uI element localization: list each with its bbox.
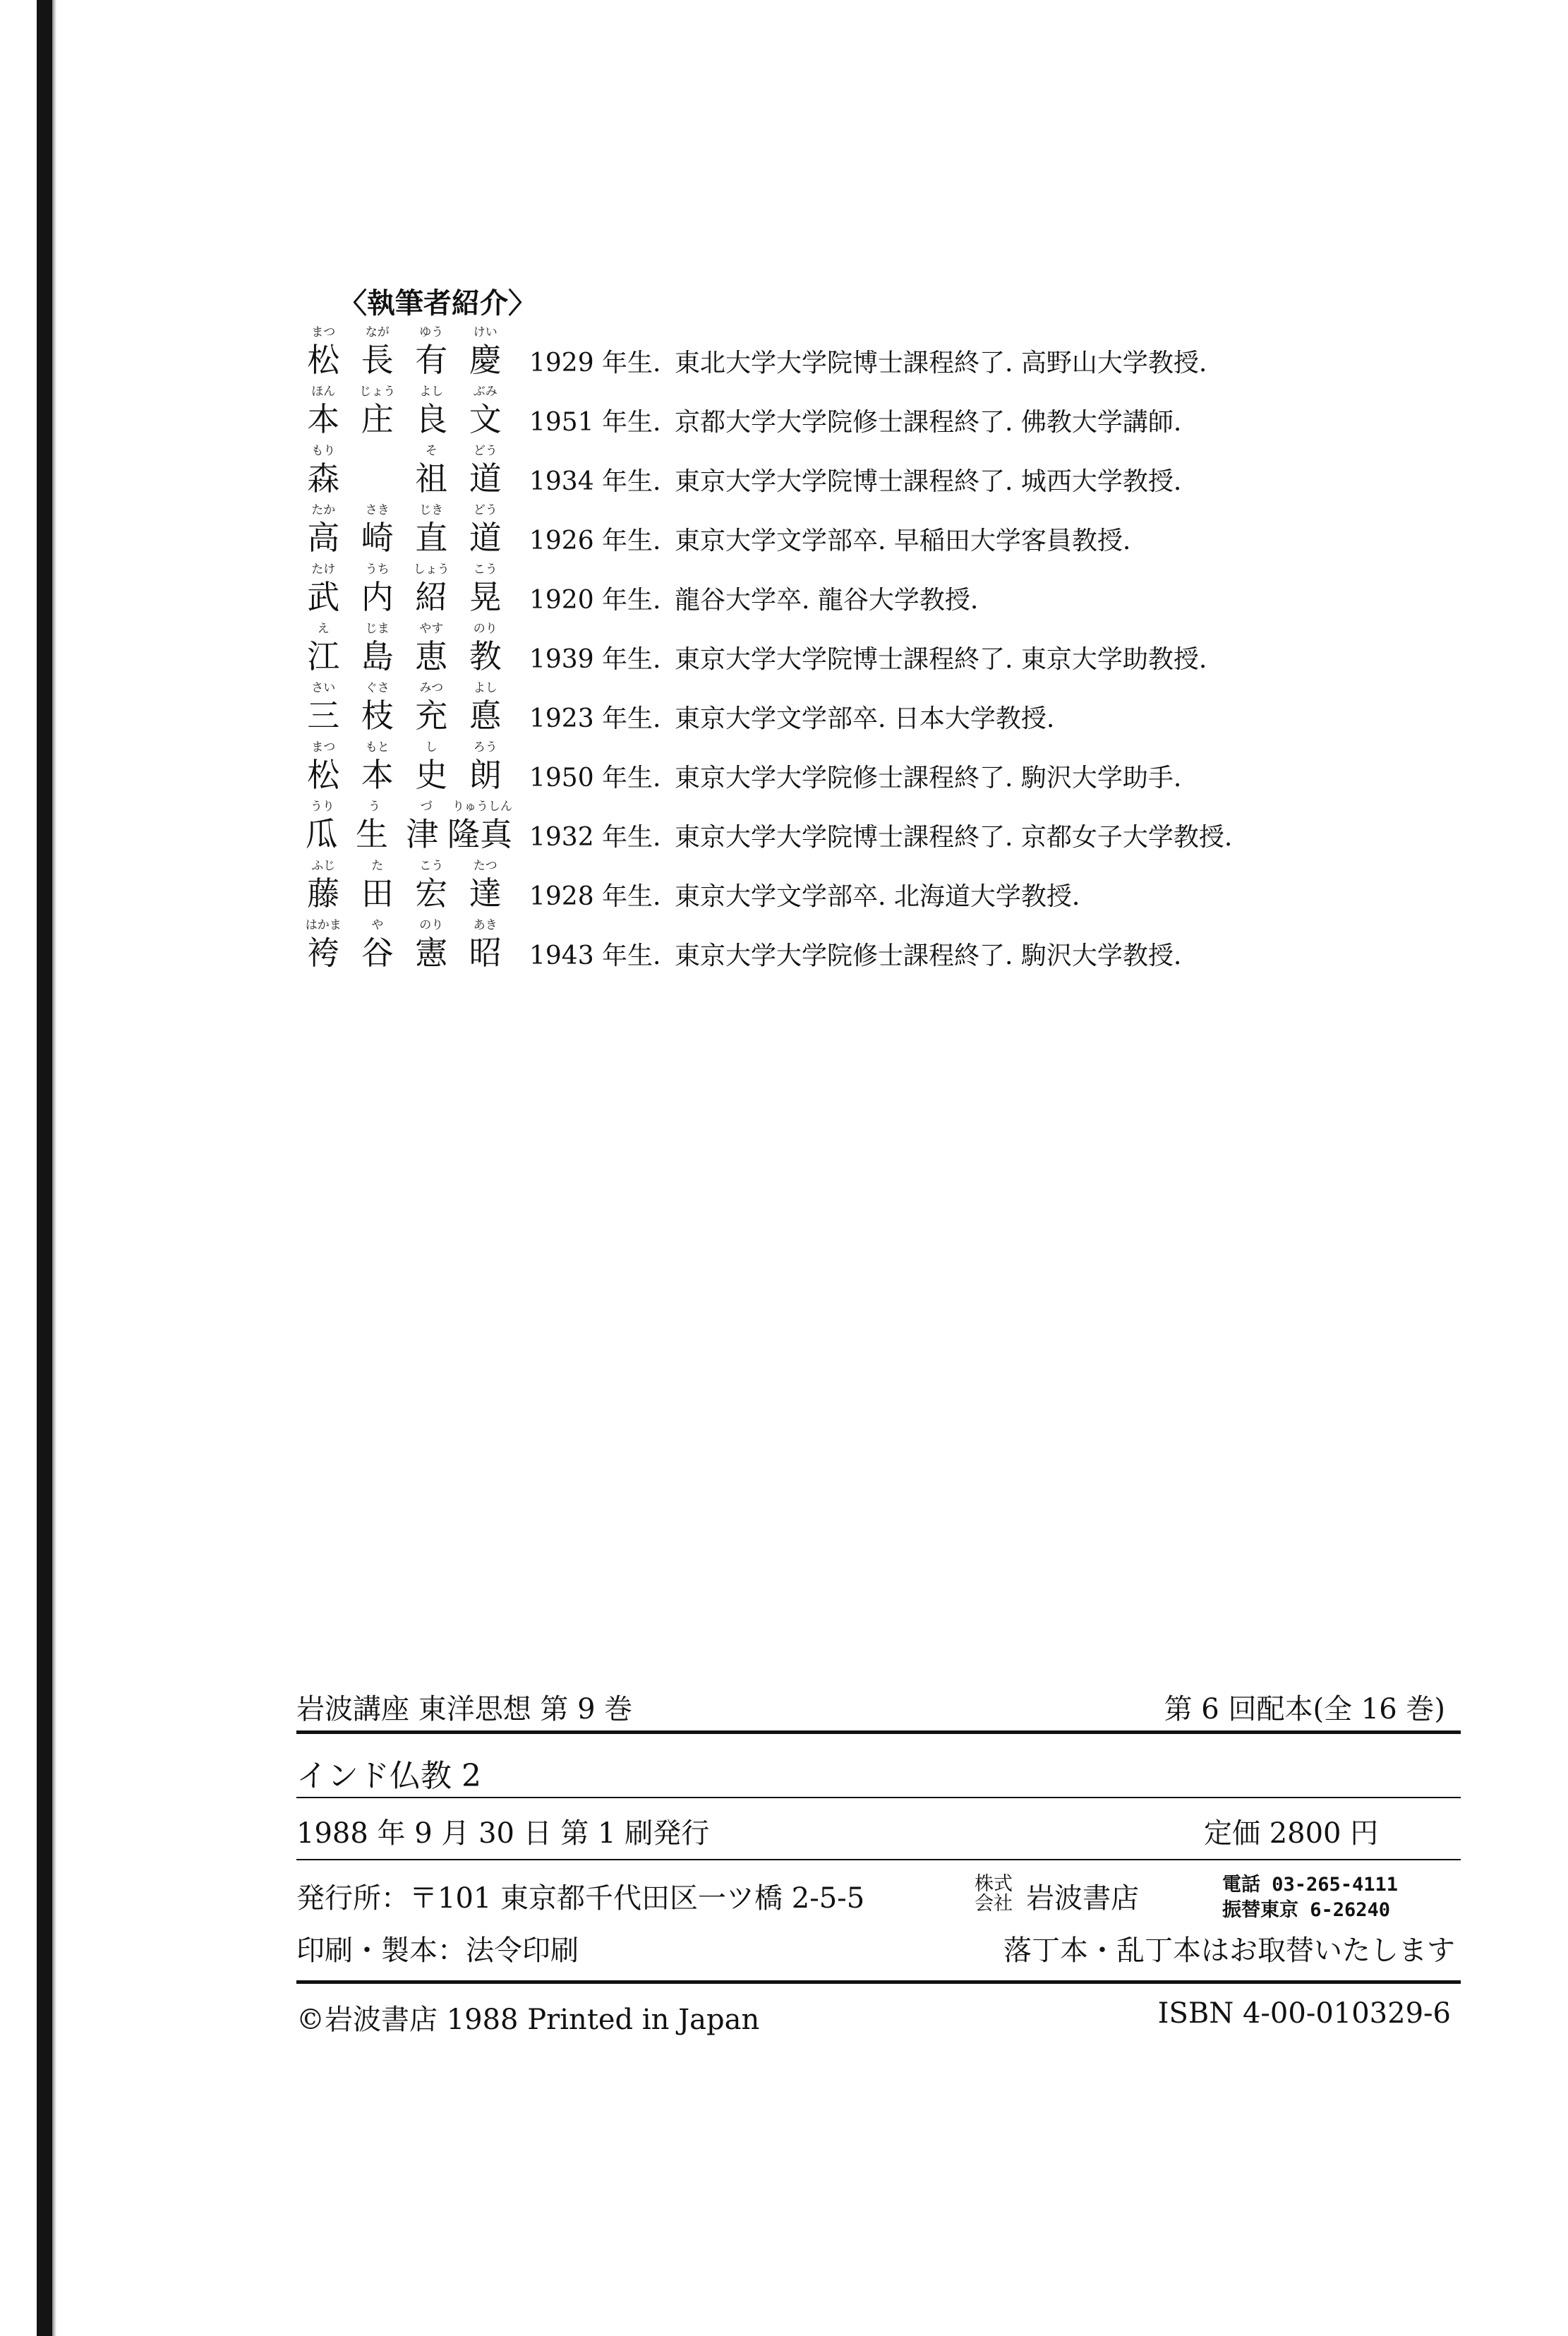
furigana: なが [365, 325, 390, 339]
author-career: 東京大学大学院修士課程終了. 駒沢大学教授. [675, 941, 1182, 970]
author-name-reading [296, 381, 512, 399]
copyright-notice: ©岩波書店 1988 Printed in Japan [296, 2004, 760, 2036]
author-name-kanji [296, 755, 512, 795]
transfer-account: 振替東京 6-26240 [1222, 1899, 1391, 1921]
furigana: よし [473, 681, 497, 695]
name-character: 瓜 [305, 815, 338, 853]
furigana: うり [310, 800, 334, 814]
name-character: 有 [415, 341, 448, 379]
author-introduction-heading: 〈執筆者紹介〉 [339, 287, 536, 320]
author-name-kanji [296, 518, 512, 558]
furigana: まつ [311, 325, 336, 339]
furigana: じま [365, 622, 390, 636]
author-row [296, 440, 1341, 500]
author-name [296, 322, 512, 381]
furigana [351, 440, 405, 459]
furigana: じき [419, 503, 444, 517]
author-career: 東京大学文学部卒. 北海道大学教授. [675, 882, 1080, 911]
kabushiki-kaisha-mark [972, 1874, 1015, 1914]
furigana: けい [473, 325, 497, 339]
author-name-reading [296, 855, 512, 874]
furigana: ぐさ [365, 681, 390, 695]
author-career: 東京大学大学院博士課程終了. 京都女子大学教授. [675, 823, 1233, 852]
author-row [296, 678, 1341, 737]
name-character: 晃 [469, 578, 502, 616]
name-character: 教 [469, 637, 502, 675]
name-character: 朗 [469, 756, 502, 794]
furigana: のり [473, 622, 497, 636]
name-character: 三 [307, 697, 340, 735]
author-row [296, 381, 1341, 440]
name-character: 島 [361, 637, 394, 675]
author-name-kanji [296, 577, 512, 617]
furigana: どう [473, 503, 497, 517]
price: 定価 2800 円 [1204, 1817, 1379, 1850]
name-character: 藤 [307, 874, 340, 913]
furigana: さき [365, 503, 390, 517]
author-name [296, 440, 512, 500]
author-name [296, 678, 512, 737]
author-row [296, 915, 1341, 974]
name-character: 本 [307, 400, 340, 438]
colophon [296, 1687, 1461, 2082]
colophon-rule-bottom [296, 1980, 1461, 1984]
furigana: ふじ [311, 859, 336, 873]
birth-year: 1932 年生. [529, 823, 661, 852]
name-character: 達 [469, 874, 502, 913]
author-name-kanji [296, 933, 512, 973]
furigana: こう [419, 859, 444, 873]
furigana: う [368, 800, 380, 814]
name-character: 史 [415, 756, 448, 794]
publisher-name: 岩波書店 [1026, 1882, 1139, 1915]
furigana: もり [311, 444, 336, 458]
author-row [296, 855, 1341, 915]
name-character [351, 459, 405, 498]
author-career: 東京大学大学院博士課程終了. 東京大学助教授. [675, 645, 1207, 674]
name-character: 生 [355, 815, 388, 853]
author-name [296, 855, 512, 915]
furigana: まつ [311, 740, 336, 754]
author-career: 東京大学文学部卒. 日本大学教授. [675, 704, 1055, 733]
name-character: 慶 [469, 341, 502, 379]
birth-year: 1939 年生. [529, 645, 661, 674]
author-name [296, 559, 512, 618]
furigana: こう [473, 562, 497, 577]
name-character: 隆真 [447, 815, 512, 853]
book-title: インド仏教 2 [296, 1758, 481, 1794]
distribution-info: 第 6 回配本(全 16 巻) [1164, 1693, 1445, 1726]
author-row [296, 322, 1341, 381]
furigana: やす [419, 622, 444, 636]
birth-year: 1934 年生. [529, 467, 661, 496]
author-career: 東北大学大学院博士課程終了. 高野山大学教授. [675, 349, 1207, 378]
author-name [296, 381, 512, 440]
name-character: 高 [307, 519, 340, 557]
birth-year: 1920 年生. [529, 586, 661, 615]
author-name-kanji [296, 637, 512, 676]
name-character: 枝 [361, 697, 394, 735]
author-name-reading [296, 440, 512, 459]
furigana: じょう [359, 385, 396, 399]
furigana: どう [473, 444, 497, 458]
name-character: 庄 [361, 400, 394, 438]
furigana: ゆう [419, 325, 444, 339]
furigana: た [371, 859, 384, 873]
birth-year: 1929 年生. [529, 349, 661, 378]
author-career: 東京大学文学部卒. 早稲田大学客員教授. [675, 526, 1131, 555]
author-name [296, 737, 512, 796]
furigana: はかま [305, 918, 342, 932]
author-name-reading [296, 737, 512, 755]
author-name-reading [296, 796, 512, 814]
furigana: ろう [473, 740, 497, 754]
name-character: 本 [361, 756, 394, 794]
furigana: づ [420, 800, 433, 814]
author-name-kanji [296, 814, 512, 854]
author-name [296, 796, 512, 855]
name-character: 充 [415, 697, 448, 735]
name-character: 内 [361, 578, 394, 616]
author-name-kanji [296, 459, 512, 498]
author-row [296, 737, 1341, 796]
author-name-kanji [296, 340, 512, 380]
author-career: 東京大学大学院博士課程終了. 城西大学教授. [675, 467, 1182, 496]
birth-year: 1950 年生. [529, 764, 661, 793]
name-character: 谷 [361, 934, 394, 972]
author-row [296, 796, 1341, 855]
author-name [296, 500, 512, 559]
furigana: え [317, 622, 330, 636]
furigana: し [425, 740, 438, 754]
author-name-reading [296, 618, 512, 637]
printer-binder: 印刷・製本：法令印刷 [296, 1934, 579, 1967]
furigana: さい [311, 681, 336, 695]
furigana: あき [473, 918, 497, 932]
name-character: 祖 [415, 459, 448, 498]
author-name-kanji [296, 399, 512, 439]
furigana: のり [419, 918, 444, 932]
phone-number: 電話 03-265-4111 [1222, 1874, 1399, 1896]
name-character: 良 [415, 400, 448, 438]
birth-year: 1951 年生. [529, 408, 661, 437]
replacement-notice: 落丁本・乱丁本はお取替いたします [1003, 1934, 1455, 1967]
name-character: 田 [361, 874, 394, 913]
name-character: 松 [307, 756, 340, 794]
author-career: 東京大学大学院修士課程終了. 駒沢大学助手. [675, 764, 1182, 793]
furigana: ぶみ [473, 385, 497, 399]
furigana: みつ [419, 681, 444, 695]
furigana: ほん [311, 385, 336, 399]
author-row [296, 618, 1341, 678]
author-career: 京都大学大学院修士課程終了. 佛教大学講師. [675, 408, 1182, 437]
author-row [296, 559, 1341, 618]
name-character: 恵 [415, 637, 448, 675]
name-character: 悳 [469, 697, 502, 735]
birth-year: 1923 年生. [529, 704, 661, 733]
author-name-reading [296, 322, 512, 340]
name-character: 宏 [415, 874, 448, 913]
binding-edge [37, 0, 52, 2336]
publisher-address: 発行所：〒101 東京都千代田区一ツ橋 2-5-5 [296, 1882, 865, 1915]
series-title: 岩波講座 東洋思想 第 9 巻 [296, 1693, 633, 1726]
name-character: 袴 [307, 934, 340, 972]
name-character: 森 [307, 459, 340, 498]
birth-year: 1926 年生. [529, 526, 661, 555]
publication-date: 1988 年 9 月 30 日 第 1 刷発行 [296, 1817, 710, 1850]
furigana: うち [365, 562, 390, 577]
name-character: 江 [307, 637, 340, 675]
name-character: 紹 [415, 578, 448, 616]
furigana: たつ [473, 859, 497, 873]
furigana: たけ [311, 562, 336, 577]
author-row [296, 500, 1341, 559]
author-name-reading [296, 559, 512, 577]
name-character: 崎 [361, 519, 394, 557]
furigana: そ [425, 444, 438, 458]
furigana: りゅうしん [452, 800, 513, 814]
birth-year: 1928 年生. [529, 882, 661, 911]
kabushiki-top: 株式 [975, 1873, 1013, 1895]
author-name [296, 915, 512, 974]
name-character: 道 [469, 459, 502, 498]
furigana: もと [365, 740, 390, 754]
binding-shadow [52, 0, 56, 2336]
furigana: や [371, 918, 384, 932]
name-character: 長 [361, 341, 394, 379]
author-name-reading [296, 500, 512, 518]
name-character: 武 [307, 578, 340, 616]
name-character: 憲 [415, 934, 448, 972]
furigana: たか [311, 503, 336, 517]
author-name-kanji [296, 696, 512, 735]
isbn: ISBN 4-00-010329-6 [1157, 1997, 1451, 2030]
author-name [296, 618, 512, 678]
author-name-reading [296, 915, 512, 933]
name-character: 道 [469, 519, 502, 557]
name-character: 津 [406, 815, 439, 853]
name-character: 直 [415, 519, 448, 557]
author-career: 龍谷大学卒. 龍谷大学教授. [675, 586, 979, 615]
furigana: よし [419, 385, 444, 399]
furigana: しょう [413, 562, 450, 577]
colophon-rule [296, 1797, 1461, 1798]
colophon-rule [296, 1859, 1461, 1860]
author-name-kanji [296, 874, 512, 913]
colophon-rule-top [296, 1730, 1461, 1734]
author-name-reading [296, 678, 512, 696]
name-character: 松 [307, 341, 340, 379]
birth-year: 1943 年生. [529, 941, 661, 970]
name-character: 文 [469, 400, 502, 438]
name-character: 昭 [469, 934, 502, 972]
kabushiki-bottom: 会社 [975, 1893, 1013, 1915]
